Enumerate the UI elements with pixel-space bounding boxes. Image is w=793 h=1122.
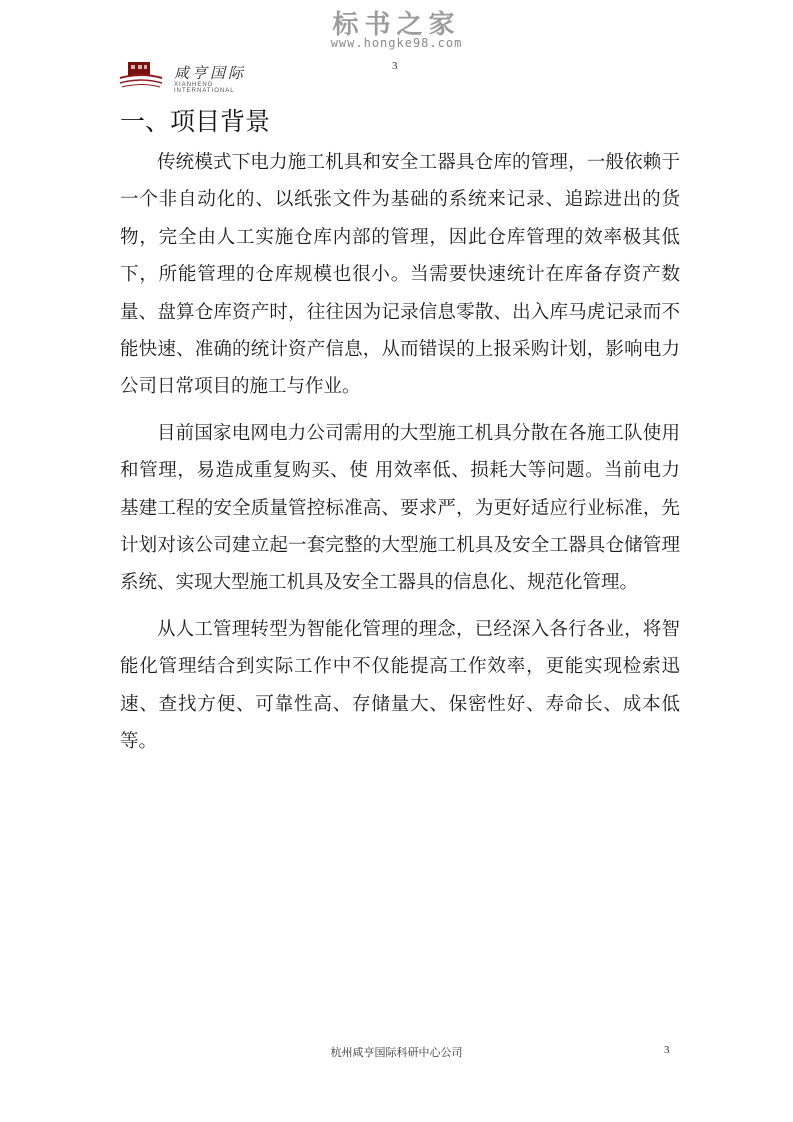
body-text bbox=[120, 144, 680, 770]
paragraph: 传统模式下电力施工机具和安全工器具仓库的管理，一般依赖于一个非自动化的、以纸张文件为基础的系统来记录、追踪进出的货物，完全由人工实施仓库内部的管理，因此仓库管理的效率极其低下，所能管理的仓库规模也很小。当需要快速统计在库备存资产数量、盘算仓库资产时，往往因为记录信息零散、出入库马虎记录而不能快速、准确的统计资产信息，从而错误的上报采购计划，影响电力公司日常项目的施工与作业。 bbox=[120, 152, 680, 398]
logo-name-cn: 咸亨国际 bbox=[174, 64, 247, 82]
watermark-url: www.hongke98.com bbox=[330, 36, 463, 50]
paragraph: 目前国家电网电力公司需用的大型施工机具分散在各施工队使用和管理，易造成重复购买、使 用效率低、损耗大等问题。当前电力基建工程的安全质量管控标准高、要求严，为更好适应行业标准，先计划对该公司建立起一套完整的大型施工机具及安全工器具仓储管理系统、实现大型施工机具及安全工器具的信息化、规范化管理。 bbox=[120, 422, 680, 594]
logo-name-en: XIANHENG INTERNATIONAL bbox=[174, 82, 235, 94]
header-page-number: 3 bbox=[392, 60, 398, 72]
footer-page-number: 3 bbox=[664, 1044, 670, 1056]
xianheng-logo-icon bbox=[118, 60, 164, 90]
paragraph: 从人工管理转型为智能化管理的理念，已经深入各行各业，将智能化管理结合到实际工作中不仅能提高工作效率，更能实现检索迅速、查找方便、可靠性高、存储量大、保密性好、寿命长、成本低等。 bbox=[120, 618, 680, 753]
company-logo bbox=[118, 60, 268, 96]
footer-company: 杭州咸亨国际科研中心公司 bbox=[330, 1046, 463, 1059]
section-heading: 一、项目背景 bbox=[120, 107, 271, 136]
watermark-title: 标书之家 bbox=[332, 10, 461, 40]
